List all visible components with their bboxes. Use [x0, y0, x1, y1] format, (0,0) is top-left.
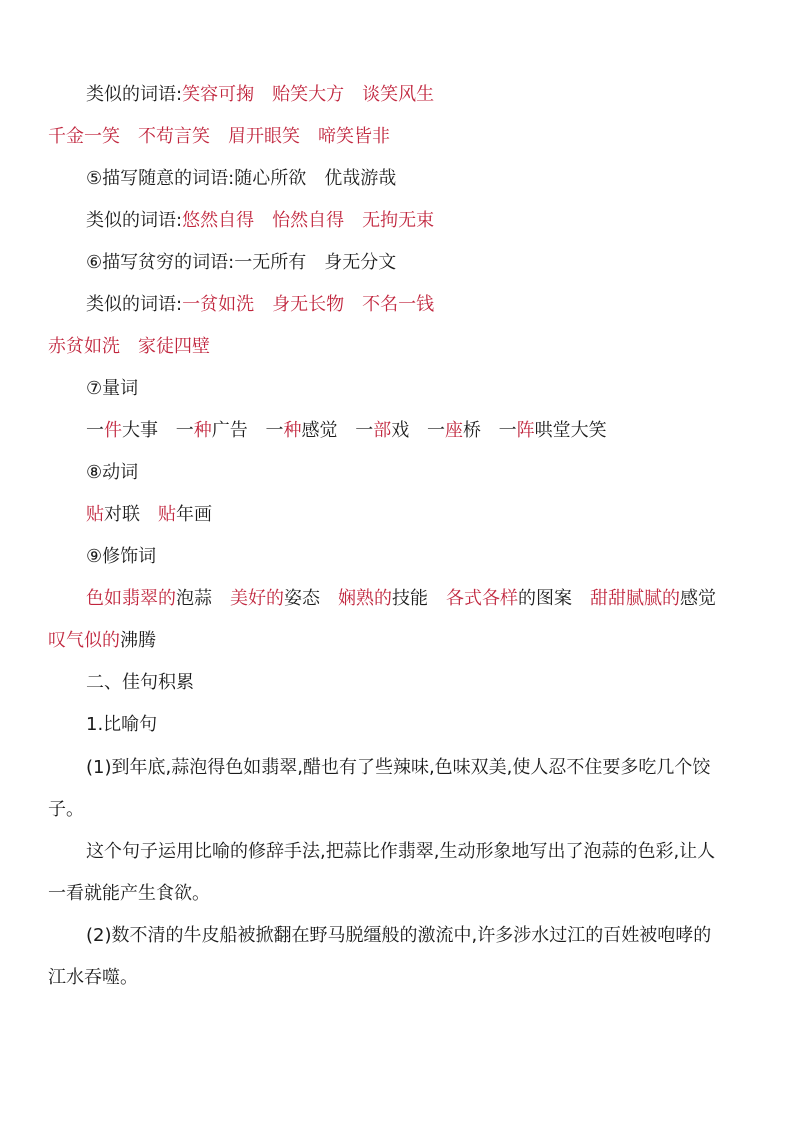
- similar-words-smile-cont: [48, 125, 760, 149]
- measure-words-line: [86, 419, 760, 443]
- word-red: 谈笑风生: [362, 84, 435, 105]
- measure-pre: 一: [426, 420, 445, 441]
- measure-word: 种: [193, 420, 212, 441]
- example-1-line-2: 子。: [48, 799, 84, 820]
- measure-word: 座: [444, 420, 463, 441]
- word-red: 悠然自得: [182, 210, 255, 231]
- measure-pre: 一: [175, 420, 194, 441]
- modifiers-cont: [48, 629, 760, 653]
- measure-noun: 桥: [462, 420, 481, 441]
- word-red: 家徒四壁: [138, 336, 210, 357]
- measure-words-title: ⑦量词: [86, 378, 139, 399]
- word-red: 一贫如洗: [182, 294, 255, 315]
- modifier-word: 叹气似的: [48, 630, 120, 651]
- verb-object: 对联: [104, 504, 140, 525]
- word-red: 不名一钱: [362, 294, 435, 315]
- measure-pre: 一: [265, 420, 284, 441]
- measure-noun: 哄堂大笑: [534, 420, 607, 441]
- poverty-words-title: ⑥描写贫穷的词语:一无所有 身无分文: [86, 252, 397, 273]
- measure-noun: 感觉: [301, 420, 338, 441]
- similar-words-smile-line: [86, 83, 760, 107]
- modified-noun: 姿态: [284, 588, 320, 609]
- modifier-word: 娴熟的: [338, 588, 392, 609]
- example-1-line-1: (1)到年底,蒜泡得色如翡翠,醋也有了些辣味,色味双美,使人忍不住要多吃几个饺: [86, 757, 711, 778]
- modifiers-line: [86, 587, 760, 611]
- section-2-heading: 二、佳句积累: [86, 672, 194, 693]
- word-red: 笑容可掬: [182, 84, 255, 105]
- measure-word: 部: [373, 420, 392, 441]
- measure-noun: 广告: [211, 420, 248, 441]
- modifiers-title: ⑨修饰词: [86, 546, 157, 567]
- verb-word: 贴: [86, 504, 104, 525]
- modifier-word: 美好的: [230, 588, 284, 609]
- modified-noun: 沸腾: [120, 630, 156, 651]
- modified-noun: 的图案: [518, 588, 572, 609]
- similar-words-poverty-cont: [48, 335, 760, 359]
- measure-pre: 一: [86, 420, 104, 441]
- verbs-line: [86, 503, 760, 527]
- measure-noun: 戏: [391, 420, 410, 441]
- word-red: 啼笑皆非: [318, 126, 390, 147]
- metaphor-subheading: 1.比喻句: [86, 714, 158, 735]
- word-red: 怡然自得: [272, 210, 345, 231]
- similar-words-poverty-line: [86, 293, 760, 317]
- modified-noun: 感觉: [680, 588, 716, 609]
- example-2-line-1: (2)数不清的牛皮船被掀翻在野马脱缰般的激流中,许多涉水过江的百姓被咆哮的: [86, 925, 712, 946]
- word-red: 赤贫如洗: [48, 336, 120, 357]
- similar-label: 类似的词语:: [86, 210, 183, 231]
- word-red: 无拘无束: [362, 210, 435, 231]
- word-red: 不苟言笑: [138, 126, 210, 147]
- measure-word: 件: [104, 420, 122, 441]
- similar-label: 类似的词语:: [86, 294, 183, 315]
- modifier-word: 色如翡翠的: [86, 588, 176, 609]
- verb-object: 年画: [176, 504, 212, 525]
- modifier-word: 甜甜腻腻的: [590, 588, 680, 609]
- verb-word: 贴: [158, 504, 176, 525]
- similar-label: 类似的词语:: [86, 84, 183, 105]
- measure-word: 种: [283, 420, 302, 441]
- explanation-1-line-2: 一看就能产生食欲。: [48, 883, 210, 904]
- measure-pre: 一: [498, 420, 517, 441]
- measure-noun: 大事: [122, 420, 158, 441]
- word-red: 贻笑大方: [272, 84, 345, 105]
- verbs-title: ⑧动词: [86, 462, 139, 483]
- modifier-word: 各式各样: [446, 588, 518, 609]
- measure-pre: 一: [355, 420, 374, 441]
- casual-words-title: ⑤描写随意的词语:随心所欲 优哉游哉: [86, 168, 397, 189]
- example-2-line-2: 江水吞噬。: [48, 967, 138, 988]
- modified-noun: 泡蒜: [176, 588, 212, 609]
- similar-words-casual-line: [86, 209, 760, 233]
- explanation-1-line-1: 这个句子运用比喻的修辞手法,把蒜比作翡翠,生动形象地写出了泡蒜的色彩,让人: [86, 841, 716, 862]
- word-red: 眉开眼笑: [228, 126, 300, 147]
- word-red: 千金一笑: [48, 126, 120, 147]
- word-red: 身无长物: [272, 294, 345, 315]
- modified-noun: 技能: [392, 588, 428, 609]
- measure-word: 阵: [516, 420, 535, 441]
